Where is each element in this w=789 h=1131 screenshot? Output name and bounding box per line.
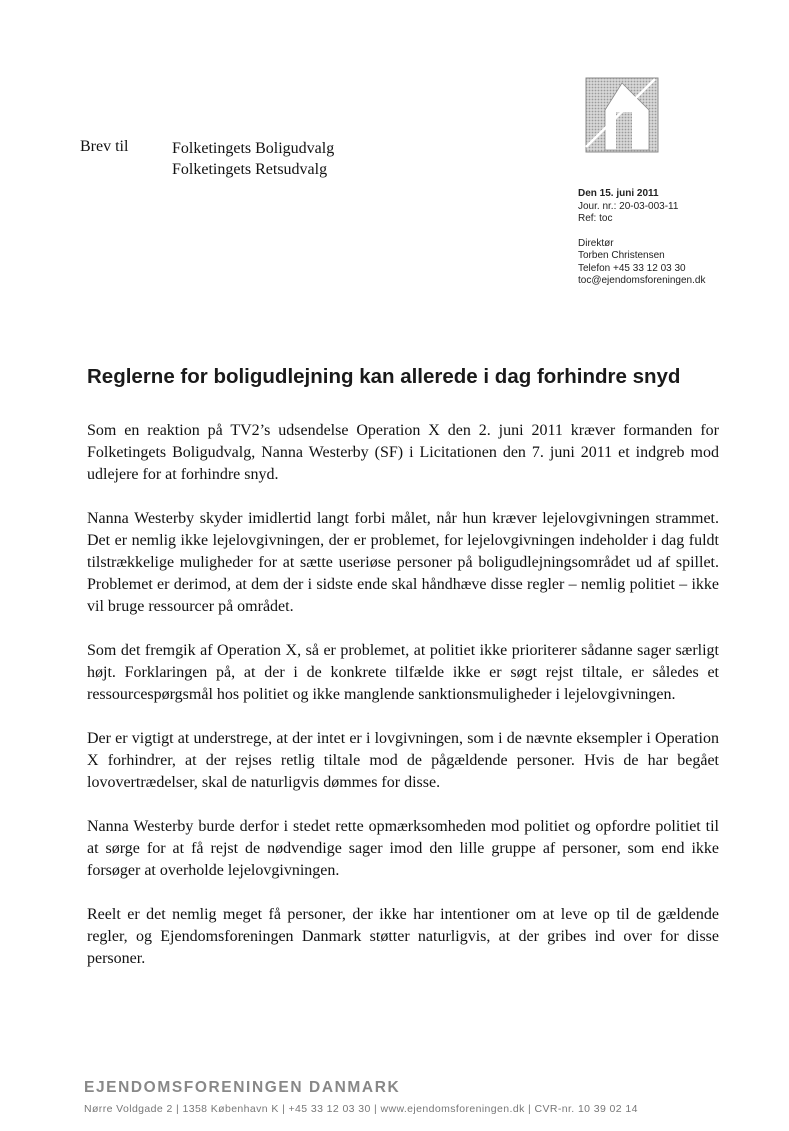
body-paragraph: Nanna Westerby burde derfor i stedet rette opmærksomheden mod politiet og opfordre politiet til at sørge for at få rejst de nødvendige sager imod den lille gruppe af personer, som end ikke forsøger at overholde lejelovgivningen.	[87, 818, 719, 879]
letter-body	[87, 420, 719, 992]
house-logo-icon	[585, 77, 659, 153]
recipient-retsudvalg: Folketingets Retsudvalg	[172, 161, 328, 178]
brev-til-label: Brev til	[80, 138, 129, 155]
organization-logo	[585, 77, 659, 153]
letter-heading: Reglerne for boligudlejning kan allerede i dag forhindre snyd	[87, 365, 681, 388]
letter-meta	[578, 188, 705, 288]
recipient-boligudvalg: Folketingets Boligudvalg	[172, 140, 335, 157]
journal-number: Jour. nr.: 20-03-003-11	[578, 200, 679, 212]
sender-name: Torben Christensen	[578, 250, 665, 261]
body-paragraph: Nanna Westerby skyder imidlertid langt forbi målet, når hun kræver lejelovgivningen strammet. Det er nemlig ikke lejelovgivningen, der er problemet, for lejelovgivningen indeholder i dag fuldt tilstrækkelige muligheder for at sætte useriøse personer på boligudlejningsområdet ud af spillet. Problemet er derimod, at dem der i sidste ende skal håndhæve disse regler – nemlig politiet – ikke vil bruge ressourcer på området.	[87, 510, 719, 615]
body-paragraph: Reelt er det nemlig meget få personer, der ikke har intentioner om at leve op til de gældende regler, og Ejendomsforeningen Danmark støtter naturligvis, at der gribes ind over for disse personer.	[87, 906, 719, 967]
sender-phone: Telefon +45 33 12 03 30	[578, 262, 686, 274]
body-paragraph: Som det fremgik af Operation X, så er problemet, at politiet ikke prioriterer sådanne sager særligt højt. Forklaringen på, at der i de konkrete tilfælde ikke er søgt rejst tiltale, er således et ressourcespørgsmål hos politiet og ikke manglende sanktionsmuligheder i lejelovgivningen.	[87, 642, 719, 703]
letter-date: Den 15. juni 2011	[578, 188, 659, 199]
reference: Ref: toc	[578, 213, 613, 224]
recipient-list	[172, 138, 334, 180]
footer-organization-name: EJENDOMSFORENINGEN DANMARK	[84, 1079, 401, 1096]
footer-address: Nørre Voldgade 2 | 1358 København K | +45 33 12 03 30 | www.ejendomsforeningen.dk | CVR-nr. 10 39 02 14	[84, 1103, 638, 1115]
body-paragraph: Der er vigtigt at understrege, at der intet er i lovgivningen, som i de nævnte eksempler i Operation X forhindrer, at der rejses retlig tiltale mod de pågældende personer. Hvis de har begået lovovertrædelser, skal de naturligvis dømmes for disse.	[87, 730, 719, 791]
body-paragraph: Som en reaktion på TV2’s udsendelse Operation X den 2. juni 2011 kræver formanden for Folketingets Boligudvalg, Nanna Westerby (SF) i Licitationen den 7. juni 2011 et indgreb mod udlejere for at forhindre snyd.	[87, 422, 719, 483]
sender-title: Direktør	[578, 237, 614, 249]
sender-email: toc@ejendomsforeningen.dk	[578, 275, 706, 286]
